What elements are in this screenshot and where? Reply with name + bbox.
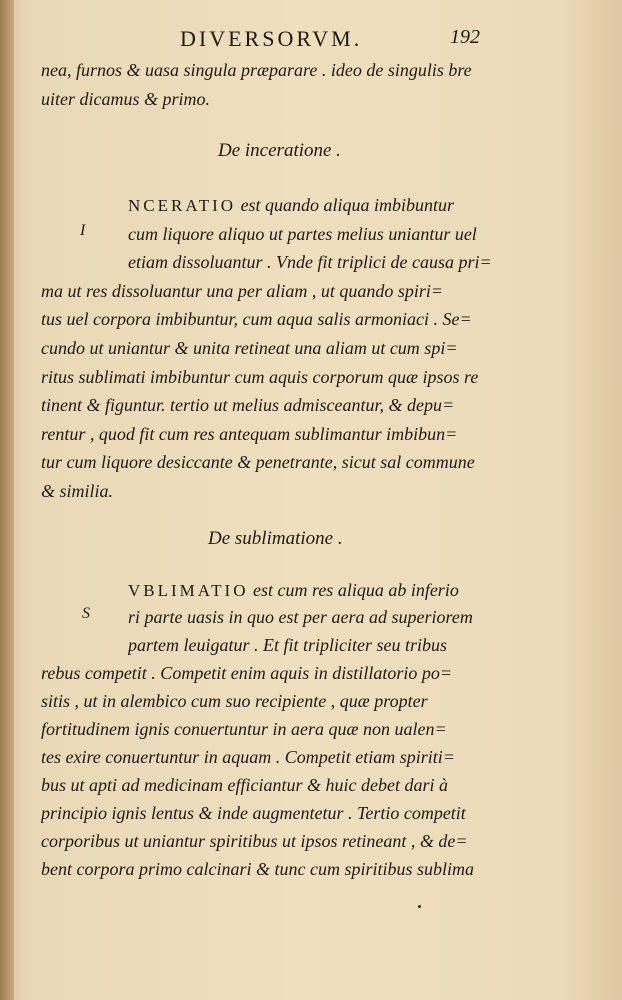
- page-number: 192: [450, 26, 480, 48]
- text-line: tur cum liquore desiccante & penetrante, sicut sal commune: [41, 452, 475, 472]
- text-fragment: est cum res aliqua ab inferio: [253, 580, 459, 600]
- text-fragment: est quando aliqua imbibuntur: [240, 195, 455, 215]
- drop-initial-word: VBLIMATIO: [128, 581, 249, 600]
- text-line: [128, 193, 520, 218]
- section-heading-inceratione: De inceratione .: [218, 140, 341, 161]
- text-line: tinent & figuntur. tertio ut melius admisceantur, & depu=: [41, 395, 455, 415]
- marginal-guide-letter: S: [82, 605, 90, 622]
- page-header: [0, 26, 622, 52]
- running-head: DIVERSORVM.: [180, 26, 363, 51]
- text-line: tes exire conuertuntur in aquam . Competit etiam spiriti=: [41, 747, 455, 767]
- text-line: ritus sublimati imbibuntur cum aquis corporum quæ ipsos re: [41, 367, 479, 387]
- text-line: cum liquore aliquo ut partes melius uniantur uel: [128, 224, 477, 244]
- binding-gutter: [0, 0, 14, 1000]
- text-line: bent corpora primo calcinari & tunc cum spiritibus sublima: [41, 859, 474, 879]
- text-line: bus ut apti ad medicinam efficiantur & huic debet dari à: [41, 775, 448, 795]
- text-line: & similia.: [41, 481, 114, 501]
- text-line: tus uel corpora imbibuntur, cum aqua salis armoniaci . Se=: [41, 309, 472, 329]
- text-line: ri parte uasis in quo est per aera ad superiorem: [128, 607, 473, 627]
- text-line: ma ut res dissoluantur una per aliam , ut quando spiri=: [41, 281, 444, 301]
- text-line: cundo ut uniantur & unita retineat una aliam ut cum spi=: [41, 338, 458, 358]
- text-line: fortitudinem ignis conuertuntur in aera quæ non ualen=: [41, 719, 447, 739]
- text-line: [128, 578, 520, 603]
- text-line: rebus competit . Competit enim aquis in distillatorio po=: [41, 663, 452, 683]
- text-line: etiam dissoluantur . Vnde fit triplici de causa pri=: [128, 252, 492, 272]
- section-heading-sublimatione: De sublimatione .: [208, 528, 343, 549]
- drop-initial-word: NCERATIO: [128, 196, 237, 215]
- ink-speck: [418, 905, 421, 908]
- text-line: nea, furnos & uasa singula præparare . ideo de singulis bre: [41, 60, 472, 80]
- text-line: principio ignis lentus & inde augmentetur . Tertio competit: [41, 803, 466, 823]
- text-line: uiter dicamus & primo.: [41, 89, 210, 109]
- text-line: rentur , quod fit cum res antequam sublimantur imbibun=: [41, 424, 458, 444]
- text-line: corporibus ut uniantur spiritibus ut ipsos retineant , & de=: [41, 831, 468, 851]
- text-line: sitis , ut in alembico cum suo recipiente , quæ propter: [41, 691, 428, 711]
- text-line: partem leuigatur . Et fit tripliciter seu tribus: [128, 635, 447, 655]
- marginal-guide-letter: I: [80, 222, 86, 239]
